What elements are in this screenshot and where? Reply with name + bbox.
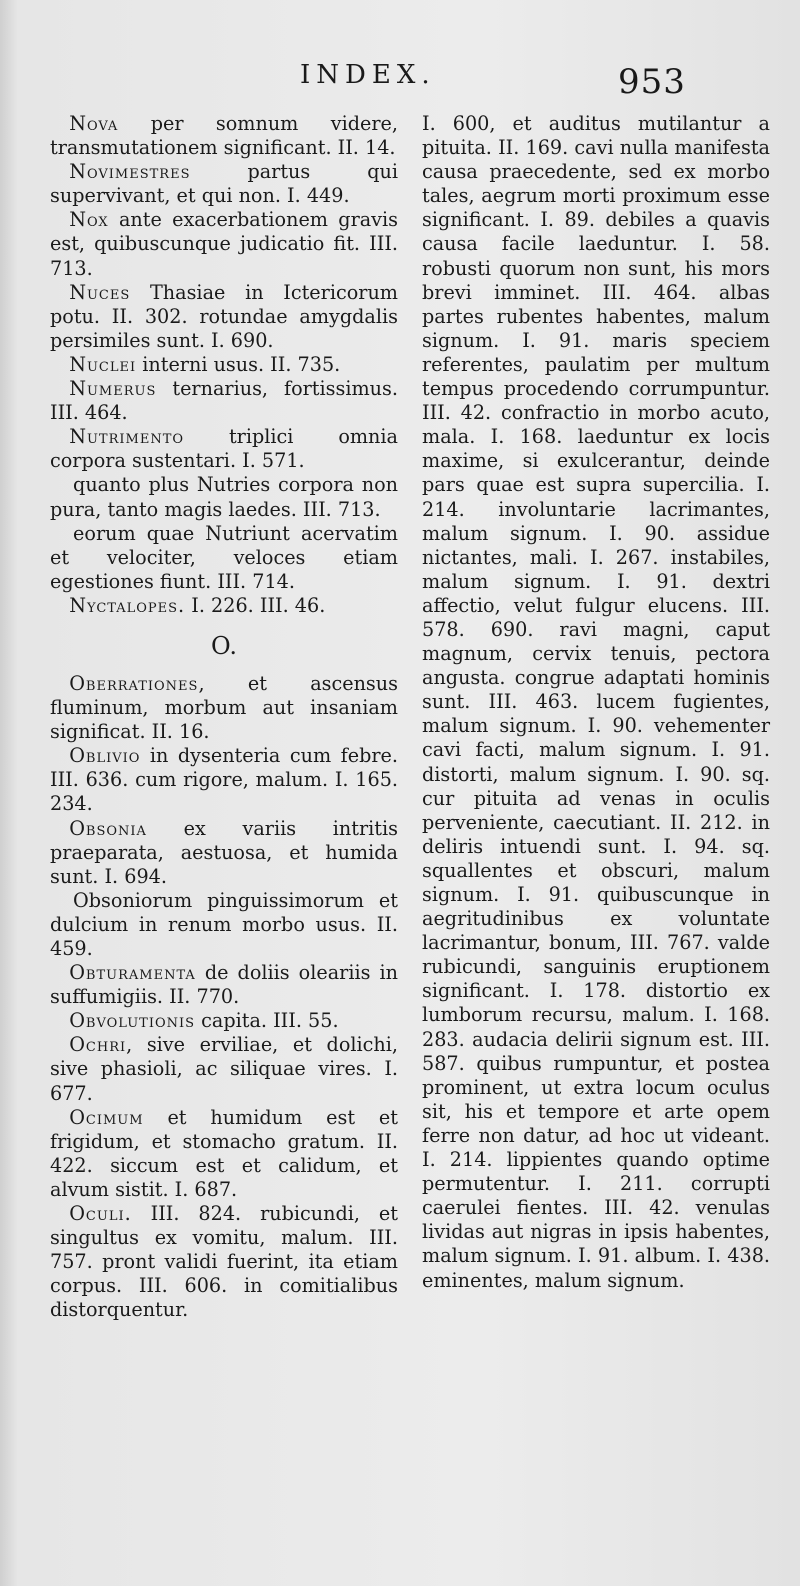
index-entry: Nova per somnum videre, transmutationem significant. II. 14.	[50, 112, 398, 160]
index-entry: Oculi. III. 824. rubicundi, et singultus ex vomitu, malum. III. 757. pront validi fuerint, ita etiam corpus. III. 606. in comitialibus distorquentur.	[50, 1202, 398, 1322]
page-number: 953	[618, 62, 686, 102]
index-entry: Obvolutionis capita. III. 55.	[69, 1009, 339, 1033]
index-entry: Ocimum et humidum est et frigidum, et stomacho gratum. II. 422. siccum est et calidum, et alvum sistit. I. 687.	[50, 1105, 398, 1201]
page-header	[0, 60, 800, 110]
index-entry: Obturamenta de doliis oleariis in suffumigiis. II. 770.	[50, 961, 398, 1009]
index-entry: Nutrimento triplici omnia corpora sustentari. I. 571.	[50, 425, 398, 473]
index-entry: Oblivio in dysenteria cum febre. III. 636. cum rigore, malum. I. 165. 234.	[50, 744, 398, 816]
index-entry: Nuclei interni usus. II. 735.	[69, 352, 341, 376]
index-entry: Novimestres partus qui supervivant, et qui non. I. 449.	[50, 160, 398, 208]
index-subentry: quanto plus Nutries corpora non pura, tanto magis laedes. III. 713.	[50, 473, 398, 521]
index-entry: Obsonia ex variis intritis praeparata, aestuosa, et humida sunt. I. 694.	[50, 816, 398, 888]
index-entry: Oberrationes, et ascensus fluminum, morbum aut insaniam significat. II. 16.	[50, 671, 398, 744]
index-subentry: eorum quae Nutriunt acervatim et velociter, veloces etiam egestiones fiunt. III. 714.	[50, 521, 398, 593]
index-entry: Numerus ternarius, fortissimus. III. 464.	[50, 377, 398, 425]
text-columns	[50, 112, 770, 1323]
index-entry: Nox ante exacerbationem gravis est, quibuscunque judicatio fit. III. 713.	[50, 208, 398, 280]
index-entry: Nyctalopes. I. 226. III. 46.	[69, 593, 326, 617]
running-head: INDEX.	[300, 60, 436, 90]
index-entry: Nuces Thasiae in Ictericorum potu. II. 302. rotundae amygdalis persimiles sunt. I. 690.	[50, 280, 398, 352]
right-column	[422, 112, 770, 1323]
index-subentry: Obsoniorum pinguissimorum et dulcium in renum morbo usus. II. 459.	[50, 888, 398, 960]
index-entry: Ochri, sive erviliae, et dolichi, sive phasioli, ac siliquae vires. I. 677.	[50, 1033, 398, 1105]
section-letter: O.	[211, 631, 237, 660]
left-column	[50, 112, 398, 1323]
index-continuation: I. 600, et auditus mutilantur a pituita. II. 169. cavi nulla manifesta causa praecedente, sed ex morbo tales, aegrum morti proximum esse significant. I. 89. debiles a quavis causa facile laeduntur. I. 58. robusti quorum non sunt, his mors brevi imminet. III. 464. albas partes rubentes habentes, malum signum. I. 91. maris speciem referentes, paulatim per multum tempus procedendo corrumpuntur. III. 42. confractio in morbo acuto, mala. I. 168. laeduntur ex locis maxime, si exulcerantur, deinde pars quae est supra supercilia. I. 214. involuntarie lacrimantes, malum signum. I. 90. assidue nictantes, mali. I. 267. instabiles, malum signum. I. 91. dextri affectio, velut fulgur elucens. III. 578. 690. ravi magni, caput magnum, cervix tenuis, pectora angusta. congrue adaptati hominis sunt. III. 463. lucem fugientes, malum signum. I. 90. vehementer cavi facti, malum signum. I. 91. distorti, malum signum. I. 90. sq. cur pituita ad venas in oculis perveniente, caecutiant. II. 212. in deliris intuendi sunt. I. 94. sq. squallentes et obscuri, malum signum. I. 91. quibuscunque in aegritudinibus ex voluntate lacrimantur, bonum, III. 767. valde rubicundi, sanguinis eruptionem significant. I. 178. distortio ex lumborum recursu, malum. I. 168. 283. audacia delirii signum est. III. 587. quibus rumpuntur, et postea prominent, ut extra locum oculus sit, his et tempore et arte opem ferre non datur, ad hoc ut videant. I. 214. lippientes quando optime permutentur. I. 211. corrupti caerulei fientes. III. 42. venulas lividas aut nigras in ipsis habentes, malum signum. I. 91. album. I. 438. eminentes, malum signum.	[422, 112, 770, 1292]
